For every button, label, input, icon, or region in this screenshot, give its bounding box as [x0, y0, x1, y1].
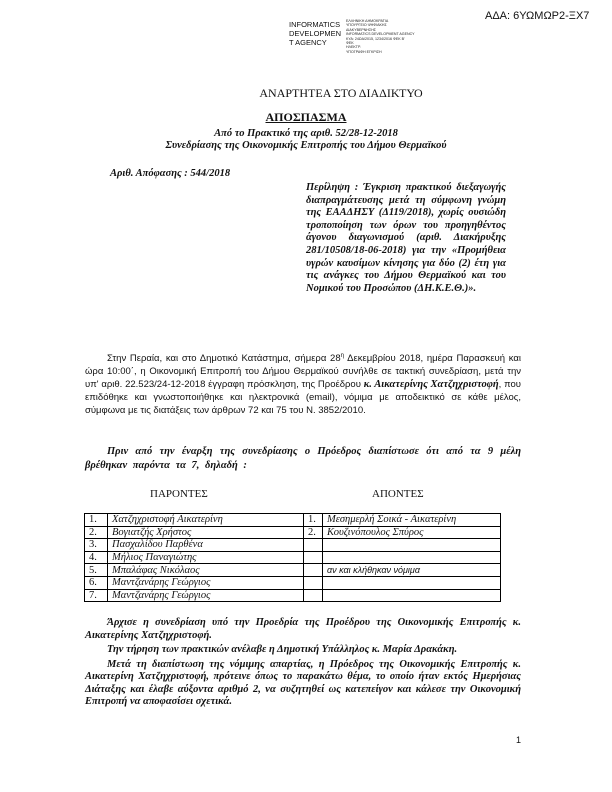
- table-row: [85, 539, 501, 552]
- present-name: Βογιατζής Χρήστος: [108, 526, 304, 539]
- logo-small-line: ΕΛΛΗΝΙΚΗ ΔΗΜΟΚΡΑΤΙΑ: [346, 19, 389, 23]
- absent-name: [323, 551, 501, 564]
- table-row: [85, 576, 501, 589]
- absent-num: 2.: [304, 526, 323, 539]
- posting-notice: ΑΝΑΡΤΗΤΕΑ ΣΤΟ ΔΙΑΔΙΚΤΥΟ: [259, 86, 423, 100]
- decision-number: Αριθ. Απόφασης : 544/2018: [110, 168, 231, 179]
- proceedings-text: [85, 617, 521, 711]
- ada-code: ΑΔΑ: 6ΥΩΜΩΡ2-ΞΧ7: [485, 10, 590, 22]
- logo-small-line: ΥΠΟΥΡΓΕΙΟ ΨΗΦΙΑΚΗΣ: [346, 23, 387, 28]
- table-row: [85, 589, 501, 602]
- table-row: [85, 551, 501, 564]
- document-title: ΑΠΟΣΠΑΣΜΑ: [265, 110, 347, 124]
- absent-note: αν και κλήθηκαν νόμιμα: [323, 564, 501, 577]
- absent-num: [304, 551, 323, 564]
- session-title: Συνεδρίασης της Οικονομικής Επιτροπής του Δήμου Θερμαϊκού: [165, 140, 447, 151]
- logo-small-line: INFORMATICS DEVELOPMENT AGENCY: [346, 32, 415, 37]
- logo-small-line: ΦΕΚ: [346, 41, 354, 46]
- absent-num: [304, 589, 323, 602]
- logo-small-line: ΔΙΑΚΥΒΕΡΝΗΣΗΣ: [346, 27, 377, 32]
- absent-num: [304, 576, 323, 589]
- decision-summary: Περίληψη : Έγκριση πρακτικού διεξαγωγής διαπραγμάτευσης μετά τη σύμφωνη γνώμη της ΕΑΑΔΗΣΥ (Δ119/2018), χωρίς ουσιώδη τροποποίηση των όρων του προηγηθέντος άγονου διαγωνισμού (αριθ. Διακήρυξης 281/10508/18-06-2018) για την «Προμήθεια υγρών καυσίμων κίνησης για δύο (2) έτη για τις ανάγκες του Δήμου Θερμαϊκού και του Νομικού του Προσώπου (ΔΗ.Κ.Ε.Θ.)».: [306, 182, 506, 294]
- absent-heading: ΑΠΟΝΤΕΣ: [372, 488, 424, 500]
- present-num: 4.: [85, 551, 108, 564]
- present-num: 2.: [85, 526, 108, 539]
- table-row: [85, 514, 501, 527]
- present-name: Μήλιος Παναγιώτης: [108, 551, 304, 564]
- absent-name: [323, 576, 501, 589]
- logo-small-line: ΥΠΟΓΡΑΦΗ ΕΓΚΡΙΣΗ: [346, 49, 382, 54]
- present-name: Μπαλάφας Νικόλαος: [108, 564, 304, 577]
- session-intro-paragraph: [85, 350, 521, 417]
- absent-num: 1.: [304, 514, 323, 527]
- logo-line: DEVELOPMEN: [289, 29, 342, 38]
- para1-sup: η: [340, 353, 344, 359]
- proceedings-paragraph: Μετά τη διαπίστωση της νόμιμης απαρτίας, η Πρόεδρος της Οικονομικής Επιτροπής κ. Αικατερίνη Χατζηχριστοφή, πρότεινε όπως το παρακάτω θέμα, το οποίο ήταν εκτός Ημερήσιας Διάταξης και έλαβε αύξοντα αριθμό 2, να συζητηθεί ως κατεπείγον και κάλεσε την Οικονομική Επιτροπή να αποφασίσει σχετικά.: [85, 658, 521, 707]
- absent-num: [304, 539, 323, 552]
- table-row: [85, 564, 501, 577]
- quorum-paragraph: Πριν από την έναρξη της συνεδρίασης ο Πρόεδρος διαπίστωσε ότι από τα 9 μέλη βρέθηκαν παρόντα τα 7, δηλαδή :: [85, 446, 521, 471]
- absent-num: [304, 564, 323, 577]
- minutes-reference: Από το Πρακτικό της αριθ. 52/28-12-2018: [214, 128, 398, 139]
- absent-name: Κουζινόπουλος Σπύρος: [323, 526, 501, 539]
- absent-name: Μεσημερλή Σοικά - Αικατερίνη: [323, 514, 501, 527]
- para1-text: , που επιδόθηκε και γνωστοποιήθηκε και ηλεκτρονικά (email), νόμιμα με αποδεικτικό σε κάθε μέλος, σύμφωνα με τις διατάξεις των άρθρων 72 και 75 του Ν. 3852/2010.: [85, 379, 521, 417]
- proceedings-paragraph: Άρχισε η συνεδρίαση υπό την Προεδρία της Προέδρου της Οικονομικής Επιτροπής κ. Αικατερίνης Χατζηχριστοφή.: [85, 617, 521, 641]
- logo-line: INFORMATICS: [289, 20, 341, 29]
- para1-text: Δεκεμβρίου 2018, ημέρα Παρασκευή και ώρα 10:00΄, η Οικονομική Επιτροπή του Δήμου Θερμαϊκού συνήλθε σε τακτική συνεδρίαση, μετά την υπ' αριθ. 22.523/24-12-2018 έγγραφη πρόσκληση, της Προέδρου: [85, 353, 521, 391]
- chair-name: κ. Αικατερίνης Χατζηχριστοφή: [363, 379, 499, 391]
- table-row: [85, 526, 501, 539]
- logo-small-line: ΗΛΕΚΤΡ.: [346, 45, 361, 50]
- present-name: Πασχαλίδου Παρθένα: [108, 539, 304, 552]
- logo-line: T AGENCY: [289, 38, 327, 47]
- attendance-table: [84, 513, 501, 602]
- present-name: Μαντζανάρης Γεώργιος: [108, 589, 304, 602]
- agency-logo: [289, 20, 345, 47]
- present-num: 1.: [85, 514, 108, 527]
- present-num: 3.: [85, 539, 108, 552]
- present-heading: ΠΑΡΟΝΤΕΣ: [150, 488, 208, 500]
- absent-name: [323, 589, 501, 602]
- present-num: 7.: [85, 589, 108, 602]
- page-number: 1: [516, 735, 522, 745]
- present-name: Χατζηχριστοφή Αικατερίνη: [108, 514, 304, 527]
- absent-name: [323, 539, 501, 552]
- present-num: 6.: [85, 576, 108, 589]
- para1-text: Στην Περαία, και στο Δημοτικό Κατάστημα, σήμερα 28: [107, 353, 341, 365]
- proceedings-paragraph: Την τήρηση των πρακτικών ανέλαβε η Δημοτική Υπάλληλος κ. Μαρία Δρακάκη.: [107, 644, 458, 655]
- logo-small-line: ΚΥΑ: 24ΩΑ/2015, 1234/2016 ΦΕΚ Β': [346, 36, 405, 41]
- present-name: Μαντζανάρης Γεώργιος: [108, 576, 304, 589]
- present-num: 5.: [85, 564, 108, 577]
- logo-fine-print: [346, 19, 416, 54]
